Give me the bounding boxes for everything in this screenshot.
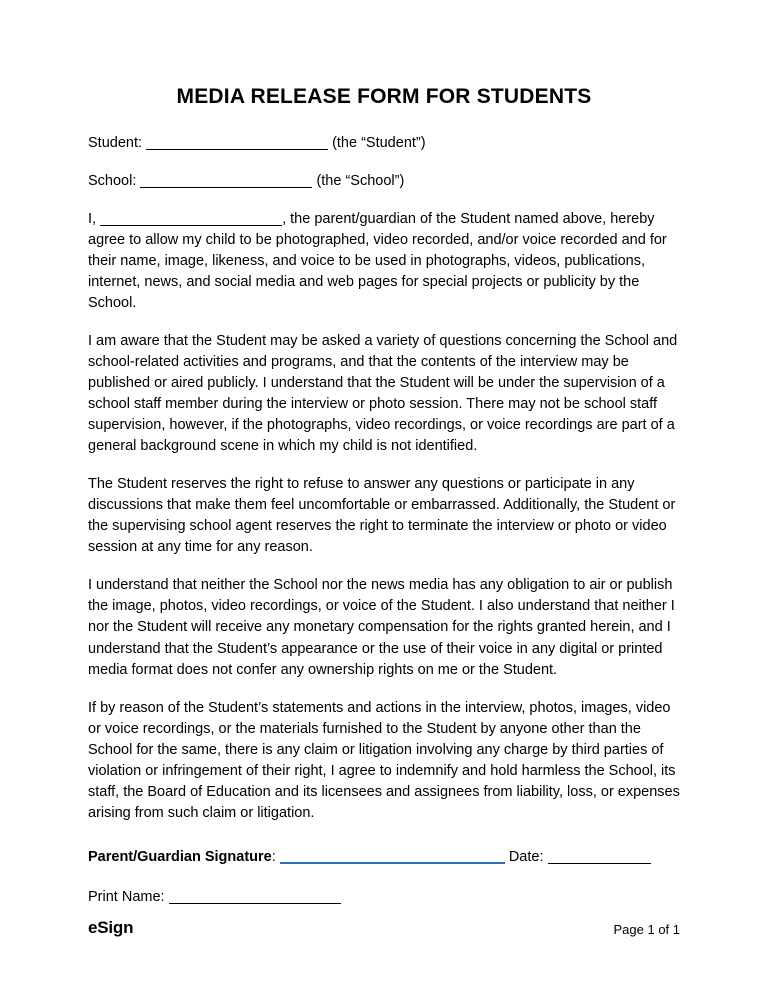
student-suffix: (the “Student”) (332, 135, 426, 152)
print-name-label: Print Name: (88, 888, 165, 905)
student-field-row (88, 133, 680, 154)
signature-colon: : (271, 848, 276, 865)
signature-label: Parent/Guardian Signature (88, 848, 272, 865)
school-label: School: (88, 173, 137, 190)
esign-logo: eSign (88, 918, 134, 937)
paragraph-student-rights: The Student reserves the right to refuse to answer any questions or participate in any discussions that make them feel uncomfortable or embarrassed. Additionally, the Student or the supervising school agent reserves the right to terminate the interview or photo or video session at any time for any reason. (88, 476, 676, 556)
student-input[interactable] (146, 149, 328, 150)
signature-row (88, 847, 680, 868)
intro-lead: I, (88, 211, 97, 228)
guardian-name-input[interactable] (100, 225, 282, 226)
student-label: Student: (88, 135, 143, 152)
school-input[interactable] (140, 187, 312, 188)
school-suffix: (the “School”) (316, 173, 405, 190)
page-footer (88, 918, 680, 944)
paragraph-no-obligation: I understand that neither the School nor the news media has any obligation to air or publish the image, photos, video recordings, or voice of the Student. I also understand that neither I nor the Student will receive any monetary compensation for the rights granted herein, and I understand that the Student’s appearance or the use of their voice in any digital or printed media format does not confer any ownership rights on me or the Student. (88, 577, 675, 678)
paragraph-indemnity: If by reason of the Student’s statements and actions in the interview, photos, images, video or voice recordings, or the materials furnished to the Student by anyone other than the School for the same, there is any claim or litigation involving any charge by third parties of violation or infringement of their right, I agree to indemnify and hold harmless the School, its staff, the Board of Education and its licensees and assignees from liability, loss, or expenses arising from such claim or litigation. (88, 699, 680, 821)
school-field-row (88, 171, 680, 192)
paragraph-awareness: I am aware that the Student may be asked a variety of questions concerning the School and school-related activities and programs, and that the contents of the interview may be published or aired publicly. I understand that the Student will be under the supervision of a school staff member during the interview or photo session. There may not be school staff supervision, however, if the photographs, video recordings, or voice recordings are part of a general background scene in which my child is not identified. (88, 333, 678, 455)
date-label: Date: (508, 848, 544, 865)
page-title: MEDIA RELEASE FORM FOR STUDENTS (176, 85, 592, 108)
page-indicator: Page 1 of 1 (613, 922, 680, 937)
date-input[interactable] (548, 863, 651, 864)
intro-paragraph (88, 209, 680, 314)
signature-input[interactable] (280, 862, 505, 864)
intro-body: , the parent/guardian of the Student named above, hereby agree to allow my child to be photographed, video recorded, and/or voice recorded and for their name, image, likeness, and voice to be used in photographs, videos, publications, internet, news, and social media and web pages for special projects or publicity by the School. (88, 211, 667, 312)
print-name-row (88, 887, 680, 908)
print-name-input[interactable] (169, 903, 341, 904)
document-body (88, 84, 680, 908)
